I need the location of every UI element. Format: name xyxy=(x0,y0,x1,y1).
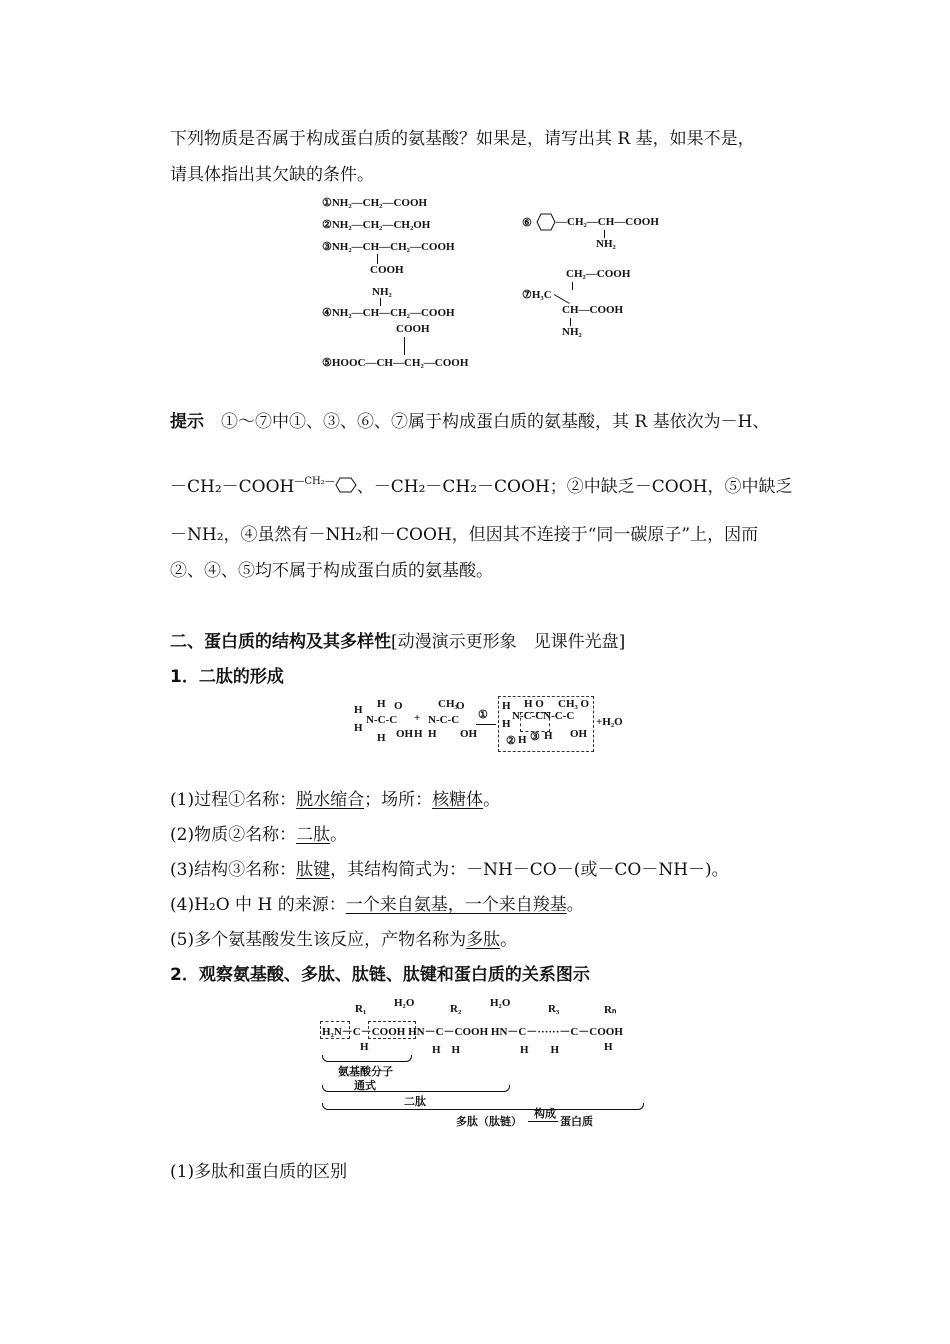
structure-5: ⑤HOOC—CH—CH₂—COOH xyxy=(322,357,469,369)
structure-7-nh2: NH₂ xyxy=(562,326,582,338)
hint-r-group-1: －CH₂－COOH xyxy=(170,477,295,497)
question-2: (2)物质②名称：二肽。 xyxy=(170,825,348,845)
hint-text-2: 、－CH₂－CH₂－COOH；②中缺乏－COOH，⑤中缺乏 xyxy=(356,477,793,497)
section-heading xyxy=(170,627,625,652)
intro-line-1: 下列物质是否属于构成蛋白质的氨基酸？如果是，请写出其 R 基，如果不是， xyxy=(170,129,755,149)
hint-text-1: ①～⑦中①、③、⑥、⑦属于构成蛋白质的氨基酸，其 R 基依次为－H、 xyxy=(221,412,770,432)
hint-ch2: CH₂ xyxy=(304,476,325,487)
water-2: H₂O xyxy=(490,997,511,1009)
structure-1: ①NH₂—CH₂—COOH xyxy=(322,197,428,209)
structure-6-nh2: NH₂ xyxy=(596,238,616,250)
benzene-ring-icon xyxy=(335,477,357,493)
protein-label: 蛋白质 xyxy=(560,1116,593,1128)
question-5: (5)多个氨基酸发生该反应，产物名称为多肽。 xyxy=(170,930,518,950)
constitute-label: 构成 xyxy=(534,1108,556,1120)
structure-4-nh2: NH₂ xyxy=(372,286,392,298)
hint-line-3: －NH₂，④虽然有－NH₂和－COOH，但因其不连接于“同一碳原子”上，因而 xyxy=(170,525,759,545)
label-3: ③ xyxy=(530,731,540,743)
water-product: +H₂O xyxy=(596,716,623,728)
structure-6: —CH₂—CH—COOH xyxy=(556,216,659,228)
hint-label: 提示 xyxy=(170,412,204,432)
structure-5-cooh: COOH xyxy=(396,323,430,335)
dipeptide-formation-figure: H H N-C-C H H O OH + H N-C-C CH₃ H O OH ① H H N-C-CN-C-C H O CH₃ O OH ② H ③ H +H₂O xyxy=(352,694,632,754)
question-3: (3)结构③名称：肽键，其结构简式为：－NH－CO－(或－CO－NH－)。 xyxy=(170,860,729,880)
plus-sign: + xyxy=(414,712,421,724)
intro-line-2: 请具体指出其欠缺的条件。 xyxy=(170,165,374,185)
r1-label: R₁ xyxy=(355,1003,367,1015)
r3-label: R₃ xyxy=(548,1003,560,1015)
peptide-chain: H₂N－C－COOH HN－C－COOH HN－C－······－C－COOH xyxy=(322,1026,623,1038)
hint-line-1 xyxy=(170,407,769,432)
answer-h-source: 一个来自氨基，一个来自羧基 xyxy=(345,895,567,915)
dipeptide-label: 二肽 xyxy=(404,1096,426,1108)
question-6: (1)多肽和蛋白质的区别 xyxy=(170,1162,348,1182)
structure-3: ③NH₂—CH—CH₂—COOH xyxy=(322,241,455,253)
r2-label: R₂ xyxy=(450,1003,462,1015)
section-note: [动漫演示更形象 见课件光盘] xyxy=(391,632,626,652)
answer-ribosome: 核糖体 xyxy=(432,790,484,810)
structure-7-top: CH₂—COOH xyxy=(566,268,631,280)
subheading-2: 2．观察氨基酸、多肽、肽链、肽键和蛋白质的关系图示 xyxy=(170,965,590,985)
answer-polypeptide: 多肽 xyxy=(466,930,501,950)
amino-group-box xyxy=(320,1021,350,1039)
structure-7: ⑦H₃C xyxy=(522,289,552,301)
hint-line-4: ②、④、⑤均不属于构成蛋白质的氨基酸。 xyxy=(170,561,493,581)
section-title: 二、蛋白质的结构及其多样性 xyxy=(170,632,391,652)
structure-2: ②NH₂—CH₂—CH₂OH xyxy=(322,219,431,231)
water-1: H₂O xyxy=(394,997,415,1009)
structure-6-label: ⑥ xyxy=(522,217,532,229)
structure-3-cooh: COOH xyxy=(370,264,404,276)
protein-relation-figure: R₁ H₂O R₂ H₂O R₃ Rₙ H₂N－C－COOH HN－C－COOH HN－C－······－C－COOH H H H H H H 氨基酸分子 通式 二肽 多肽（肽链） 构成 蛋白质 xyxy=(320,995,660,1130)
question-4: (4)H₂O 中 H 的来源：一个来自氨基，一个来自羧基。 xyxy=(170,895,584,915)
structure-4: ④NH₂—CH—CH₂—COOH xyxy=(322,307,455,319)
answer-peptide-bond: 肽键 xyxy=(296,860,331,880)
amino-acid-label: 氨基酸分子 xyxy=(338,1066,393,1078)
amino-acid-structures-figure xyxy=(322,196,662,376)
hint-line-2: $-CH_2-COOH^{—CH_2—}$ 、－CH₂－CH₂－COOH；②中缺乏－COOH，⑤中缺乏 xyxy=(170,476,793,497)
benzene-ring-icon xyxy=(536,213,556,231)
label-2: ② xyxy=(506,735,516,747)
polypeptide-label: 多肽（肽链） xyxy=(456,1116,522,1128)
answer-dehydration-condensation: 脱水缩合 xyxy=(296,790,365,810)
general-formula-label: 通式 xyxy=(354,1080,376,1092)
answer-dipeptide: 二肽 xyxy=(296,825,331,845)
subheading-1: 1．二肽的形成 xyxy=(170,667,284,687)
step-1-label: ① xyxy=(478,709,488,721)
rn-label: Rₙ xyxy=(604,1004,617,1016)
question-1: (1)过程①名称：脱水缩合；场所：核糖体。 xyxy=(170,790,501,810)
carboxyl-group-box xyxy=(368,1021,416,1039)
structure-7-mid: CH—COOH xyxy=(562,304,624,316)
